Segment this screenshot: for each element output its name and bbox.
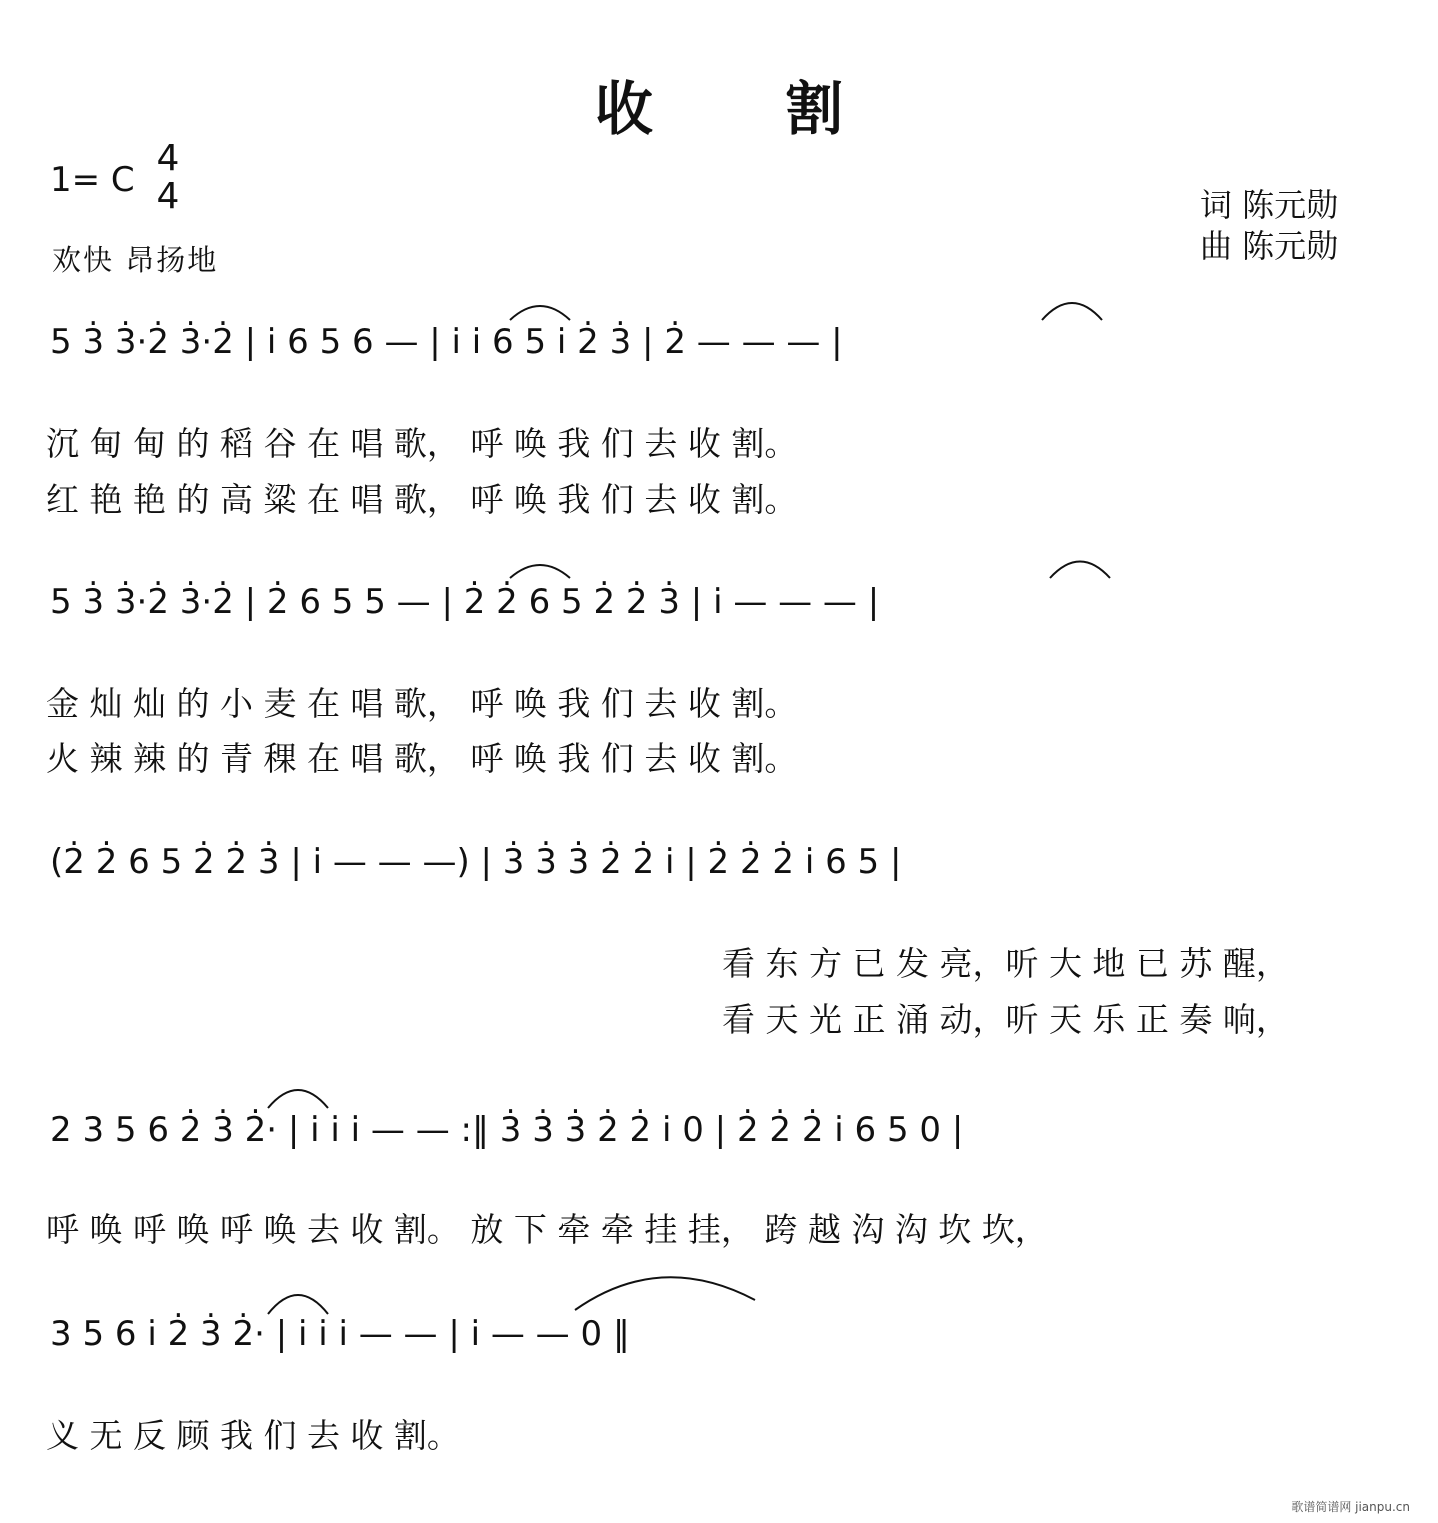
watermark: 歌谱简谱网 jianpu.cn (1291, 1500, 1410, 1514)
row-1-lyric-1: 沉 甸 甸 的 稻 谷 在 唱 歌， 呼 唤 我 们 去 收 割。 (46, 424, 798, 463)
meter-bottom: 4 (156, 176, 180, 217)
lyricist-credit: 词 陈元勋 (1200, 186, 1339, 224)
meter-top: 4 (156, 138, 180, 179)
row-2-lyric-1: 金 灿 灿 的 小 麦 在 唱 歌， 呼 唤 我 们 去 收 割。 (46, 684, 798, 723)
composer-credit: 曲 陈元勋 (1200, 227, 1339, 265)
row-4-lyric-1: 呼 唤 呼 唤 呼 唤 去 收 割。 放 下 牵 牵 挂 挂， 跨 越 沟 沟 坎 坎， (46, 1210, 1048, 1249)
page-title: 收 割 (594, 75, 900, 143)
score-row-3-notes: (2̇ 2̇ 6 5 2̇ 2̇ 3̇ | i̇ — — —) | 3̇ 3̇ 3̇ 2̇ 2̇ i̇ | 2̇ 2̇ 2̇ i̇ 6 5 | (50, 842, 902, 882)
score-row-4-notes: 2 3 5 6 2̇ 3̇ 2̇· | i̇ i̇ i̇ — — :‖ 3̇ 3̇ 3̇ 2̇ 2̇ i̇ 0 | 2̇ 2̇ 2̇ i̇ 6 5 0 | (50, 1110, 964, 1150)
score-row-5-notes: 3 5 6 i̇ 2̇ 3̇ 2̇· | i̇ i̇ i̇ — — | i̇ — — 0 ‖ (50, 1314, 630, 1354)
tempo-marking: 欢快 昂扬地 (52, 243, 219, 277)
row-5-lyric-1: 义 无 反 顾 我 们 去 收 割。 (46, 1416, 460, 1455)
score-row-1-notes: 5 3̇ 3̇·2̇ 3̇·2̇ | i̇ 6 5 6 — | i̇ i̇ 6 5 i̇ 2̇ 3̇ | 2̇ — — — | (50, 322, 843, 362)
score-row-2-notes: 5 3̇ 3̇·2̇ 3̇·2̇ | 2̇ 6 5 5 — | 2̇ 2̇ 6 5 2̇ 2̇ 3̇ | i̇ — — — | (50, 582, 880, 622)
key-signature: 1= C (50, 160, 135, 200)
row-1-lyric-2: 红 艳 艳 的 高 粱 在 唱 歌， 呼 唤 我 们 去 收 割。 (46, 480, 798, 519)
row-2-lyric-2: 火 辣 辣 的 青 稞 在 唱 歌， 呼 唤 我 们 去 收 割。 (46, 739, 798, 778)
row-3-lyric-1: 看 东 方 已 发 亮，听 大 地 已 苏 醒， (722, 944, 1289, 983)
row-3-lyric-2: 看 天 光 正 涌 动，听 天 乐 正 奏 响， (722, 1000, 1289, 1039)
